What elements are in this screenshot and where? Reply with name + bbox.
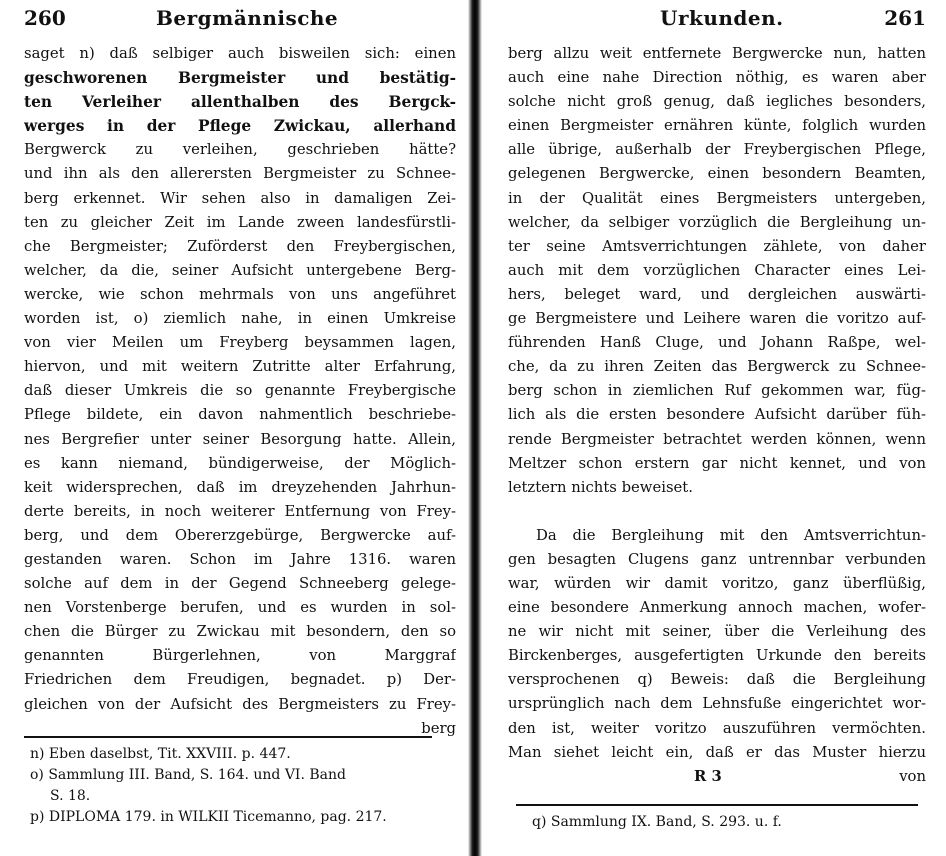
text-line: Man siehet leicht ein, daß er das Muster hierzu <box>508 743 926 761</box>
footnote: S. 18. <box>50 788 91 804</box>
text-line: Meltzer schon erstern gar nicht kennet, und von <box>508 454 926 472</box>
right-body-text <box>508 42 926 789</box>
text-line: Da die Bergleihung mit den Amtsverrichtun- <box>536 526 926 544</box>
text-line: letztern nichts beweiset. <box>508 478 693 496</box>
text-line: berg, und dem Obererzgebürge, Bergwercke auf- <box>24 526 456 544</box>
left-running-title: Bergmännische <box>156 6 339 30</box>
text-line: Pflege bildete, ein davon nahmentlich beschriebe- <box>24 406 456 424</box>
text-line: ten Verleiher allenthalben des Bergck- <box>24 93 456 112</box>
text-line: hers, beleget ward, und dergleichen auswärti- <box>508 285 926 303</box>
text-line: solche auf dem in der Gegend Schneeberg gelege- <box>24 575 456 593</box>
text-line: einen Bergmeister ernähren künte, folglich wurden <box>508 117 926 135</box>
text-line: werges in der Pflege Zwickau, allerhand <box>24 117 456 136</box>
footnote-rule <box>516 804 918 806</box>
text-line: che Bergmeister; Zuförderst den Freybergischen, <box>24 237 456 255</box>
signature-mark: R 3 <box>694 767 722 785</box>
signature-line <box>508 765 926 789</box>
text-line: ursprünglich nach dem Lehnsfuße eingerichtet wor- <box>508 695 926 713</box>
left-page <box>0 0 468 856</box>
text-line: Friedrichen dem Freudigen, begnadet. p) Der- <box>24 671 456 689</box>
footnote: p) DIPLOMA 179. in WILKII Ticemanno, pag. 217. <box>30 809 387 825</box>
text-line: nen Vorstenberge berufen, und es wurden in sol- <box>24 599 456 617</box>
right-running-head <box>508 4 926 42</box>
left-body-text <box>24 42 456 741</box>
text-line: auch mit dem vorzüglichen Character eines Lei- <box>508 261 926 279</box>
footnote-rule <box>24 736 432 738</box>
text-line: alle übrige, außerhalb der Freybergischen Pflege, <box>508 141 926 159</box>
text-line: und ihn als den allerersten Bergmeister zu Schnee- <box>24 165 456 183</box>
text-line: den ist, weiter voritzo auszuführen vermöchten. <box>508 719 926 737</box>
text-line: berg schon in ziemlichen Ruf gekommen war, füg- <box>508 382 926 400</box>
text-line: daß dieser Umkreis die so genannte Freybergische <box>24 382 456 400</box>
text-line: führenden Hanß Cluge, und Johann Raßpe, wel- <box>508 334 926 352</box>
text-line: versprochenen q) Beweis: daß die Bergleihung <box>508 671 926 689</box>
text-line: genannten Bürgerlehnen, von Marggraf <box>24 647 456 665</box>
catchword: von <box>899 767 926 785</box>
text-line: derte bereits, in noch weiterer Entfernung von Frey- <box>24 502 456 520</box>
text-line: von vier Meilen um Freyberg beysammen lagen, <box>24 334 456 352</box>
text-line: nes Bergrefier unter seiner Besorgung hatte. Allein, <box>24 430 456 448</box>
text-line: chen die Bürger zu Zwickau mit besondern, den so <box>24 623 456 641</box>
text-line: lich als die ersten besondere Aufsicht darüber füh- <box>508 406 926 424</box>
footnote: q) Sammlung IX. Band, S. 293. u. f. <box>532 814 782 830</box>
text-line: hiervon, und mit weitern Zutritte alter Erfahrung, <box>24 358 456 376</box>
text-line: che, da zu ihren Zeiten das Bergwerck zu Schnee- <box>508 358 926 376</box>
text-line: ter seine Amtsverrichtungen zählete, von daher <box>508 237 926 255</box>
text-line: keit widersprechen, daß im dreyzehenden Jahrhun- <box>24 478 456 496</box>
text-line: ne wir nicht mit seiner, über die Verleihung des <box>508 623 926 641</box>
text-line: rende Bergmeister betrachtet werden können, wenn <box>508 430 926 448</box>
text-line: berg erkennet. Wir sehen also in damaligen Zei- <box>24 189 456 207</box>
text-line: gestanden waren. Schon im Jahre 1316. waren <box>24 550 456 568</box>
text-line: welcher, da selbiger vorzüglich die Bergleihung un- <box>508 213 926 231</box>
text-line: welcher, da die, seiner Aufsicht untergebene Berg- <box>24 261 456 279</box>
text-line: solche nicht groß genug, daß iegliches besonders, <box>508 93 926 111</box>
text-line: berg allzu weit entfernete Bergwercke nun, hatten <box>508 45 926 62</box>
text-line: eine besondere Anmerkung annoch machen, wofer- <box>508 599 926 617</box>
text-line: in der Qualität eines Bergmeisters untergeben, <box>508 189 926 207</box>
right-footnotes <box>532 812 782 833</box>
text-line: gen besagten Clugens ganz untrennbar verbunden <box>508 550 926 568</box>
text-line: war, würden wir damit voritzo, ganz überflüßig, <box>508 574 926 592</box>
right-page <box>482 0 946 856</box>
text-line: es kann niemand, bündigerweise, der Möglich- <box>24 454 456 472</box>
text-line: ten zu gleicher Zeit im Lande zween landesfürstli- <box>24 213 456 231</box>
text-line: geschworenen Bergmeister und bestätig- <box>24 69 456 88</box>
left-page-number: 260 <box>24 6 66 30</box>
left-footnotes <box>30 744 387 828</box>
text-line: gelegenen Bergwercke, einen besondern Beamten, <box>508 165 926 183</box>
text-line: ge Bergmeistere und Leihere waren die voritzo auf- <box>508 310 926 328</box>
text-line: saget n) daß selbiger auch bisweilen sich: einen <box>24 45 456 62</box>
text-line: wercke, wie schon mehrmals von uns angeführet <box>24 285 456 303</box>
text-line: gleichen von der Aufsicht des Bergmeisters zu Frey- <box>24 695 456 713</box>
catchword: berg <box>421 719 456 737</box>
text-line: Bergwerck zu verleihen, geschrieben hätte? <box>24 141 456 159</box>
text-line: Birckenberges, ausgefertigten Urkunde den bereits <box>508 647 926 665</box>
left-running-head <box>24 4 456 42</box>
footnote: n) Eben daselbst, Tit. XXVIII. p. 447. <box>30 746 291 762</box>
text-line: worden ist, o) ziemlich nahe, in einen Umkreise <box>24 310 456 328</box>
footnote: o) Sammlung III. Band, S. 164. und VI. Band <box>30 767 346 783</box>
right-page-number: 261 <box>884 6 926 30</box>
text-line: auch eine nahe Direction nöthig, es waren aber <box>508 69 926 87</box>
right-running-title: Urkunden. <box>660 6 784 30</box>
paragraph-gap <box>508 500 926 524</box>
book-gutter <box>468 0 482 856</box>
